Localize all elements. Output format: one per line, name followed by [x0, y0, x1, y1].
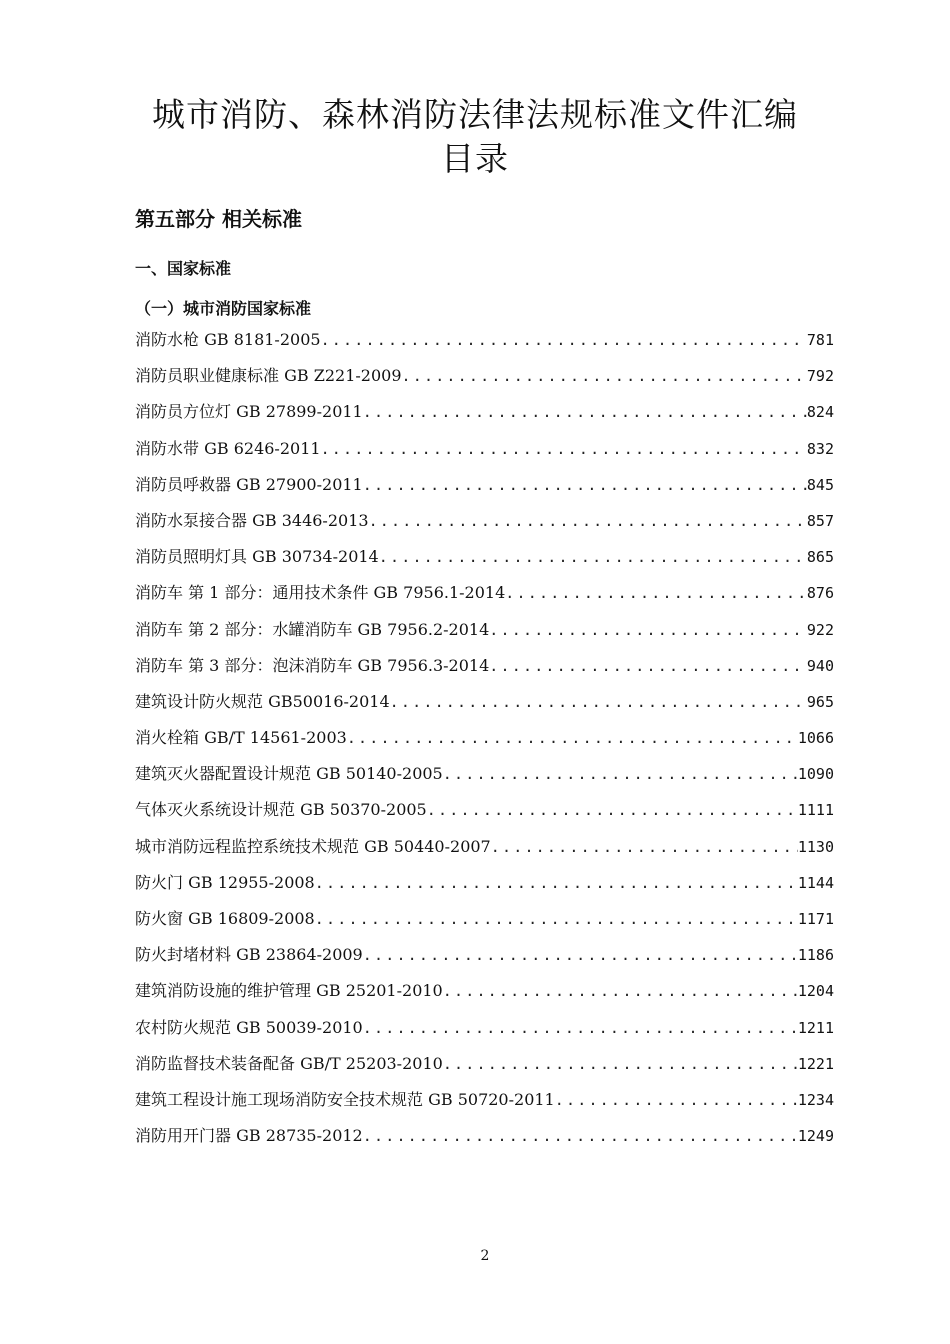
toc-entry[interactable] [135, 907, 834, 943]
toc-entry-page: 1211 [797, 1018, 834, 1037]
toc-entry[interactable] [135, 1088, 834, 1124]
toc-leader-dots [443, 979, 798, 1003]
toc-entry-page: 940 [806, 656, 834, 675]
toc-entry-label: 防火窗 GB 16809-2008 [135, 909, 315, 928]
toc-leader-dots [347, 726, 798, 750]
toc-entry[interactable] [135, 943, 834, 979]
toc-leader-dots [491, 835, 798, 859]
toc-leader-dots [443, 762, 798, 786]
toc-entry-label: 建筑灭火器配置设计规范 GB 50140-2005 [135, 764, 443, 784]
toc-entry-label: 消防车 第 1 部分：通用技术条件 GB 7956.1-2014 [135, 583, 506, 603]
toc-entry-label: 气体灭火系统设计规范 GB 50370-2005 [135, 800, 427, 820]
toc-leader-dots [363, 943, 798, 967]
toc-entry-label: 消防车 第 2 部分：水罐消防车 GB 7956.2-2014 [135, 619, 490, 639]
toc-entry-page: 876 [806, 584, 834, 603]
toc-leader-dots [315, 907, 798, 931]
toc-entry[interactable] [135, 726, 834, 762]
toc-leader-dots [363, 1124, 798, 1148]
toc-entry-label: 建筑工程设计施工现场消防安全技术规范 GB 50720-2011 [135, 1089, 555, 1109]
toc-entry-page: 1234 [797, 1090, 834, 1109]
toc-entry-page: 1204 [797, 982, 834, 1001]
toc-entry[interactable] [135, 618, 834, 654]
toc-leader-dots [363, 473, 807, 497]
toc-entry[interactable] [135, 654, 834, 690]
toc-entry-label: 消防用开门器 GB 28735-2012 [135, 1126, 363, 1146]
toc-entry-page: 1171 [797, 910, 834, 928]
toc-entry-page: 857 [806, 511, 834, 530]
toc-leader-dots [369, 509, 807, 533]
toc-entry[interactable] [135, 400, 834, 436]
toc-entry-page: 792 [806, 367, 834, 386]
table-of-contents [135, 328, 834, 1160]
toc-entry-page: 922 [806, 620, 834, 639]
toc-entry-page: 865 [806, 548, 834, 567]
toc-entry-label: 消防员呼救器 GB 27900-2011 [135, 474, 363, 494]
toc-entry-label: 防火门 GB 12955-2008 [135, 872, 315, 892]
toc-entry-page: 1111 [797, 801, 834, 820]
toc-entry[interactable] [135, 1052, 834, 1088]
toc-entry-label: 消火栓箱 GB/T 14561-2003 [135, 728, 347, 748]
document-subtitle: 目录 [441, 139, 509, 178]
toc-entry-label: 城市消防远程监控系统技术规范 GB 50440-2007 [135, 836, 491, 856]
toc-leader-dots [402, 364, 807, 388]
toc-entry[interactable] [135, 835, 834, 871]
toc-entry-page: 845 [806, 475, 834, 494]
toc-entry-page: 1186 [797, 946, 834, 965]
toc-entry-label: 消防员职业健康标准 GB Z221-2009 [135, 366, 402, 386]
toc-entry-page: 824 [806, 403, 834, 422]
toc-leader-dots [427, 798, 798, 822]
toc-leader-dots [315, 871, 798, 895]
toc-entry[interactable] [135, 509, 834, 545]
toc-entry-page: 1090 [797, 765, 834, 784]
toc-leader-dots [555, 1088, 798, 1112]
toc-entry[interactable] [135, 437, 834, 473]
toc-entry[interactable] [135, 473, 834, 509]
toc-entry[interactable] [135, 690, 834, 726]
toc-leader-dots [321, 437, 807, 461]
part-heading: 第五部分 相关标准 [135, 207, 302, 231]
toc-entry[interactable] [135, 798, 834, 834]
page-number: 2 [480, 1248, 490, 1264]
toc-entry-label: 消防员方位灯 GB 27899-2011 [135, 402, 363, 422]
toc-leader-dots [363, 400, 807, 424]
toc-entry[interactable] [135, 979, 834, 1015]
toc-leader-dots [379, 545, 807, 569]
document-title: 城市消防、森林消防法律法规标准文件汇编 [152, 95, 798, 134]
toc-entry-label: 消防车 第 3 部分：泡沫消防车 GB 7956.3-2014 [135, 655, 490, 675]
toc-entry-page: 1066 [797, 729, 834, 748]
toc-entry-label: 消防水泵接合器 GB 3446-2013 [135, 510, 369, 530]
toc-entry[interactable] [135, 364, 834, 400]
subsection-heading: （一）城市消防国家标准 [135, 299, 312, 318]
toc-leader-dots [505, 581, 807, 605]
toc-entry-page: 1221 [797, 1054, 834, 1073]
toc-entry-label: 农村防火规范 GB 50039-2010 [135, 1017, 363, 1037]
toc-entry-page: 832 [806, 439, 834, 458]
toc-entry-label: 消防员照明灯具 GB 30734-2014 [135, 547, 379, 567]
toc-entry[interactable] [135, 762, 834, 798]
toc-entry-label: 建筑消防设施的维护管理 GB 25201-2010 [135, 981, 443, 1001]
toc-entry-label: 消防水带 GB 6246-2011 [135, 438, 321, 458]
toc-entry-page: 1144 [797, 873, 834, 892]
toc-entry-page: 1130 [797, 837, 834, 856]
toc-entry[interactable] [135, 328, 834, 364]
toc-leader-dots [489, 654, 807, 678]
toc-entry-page: 1249 [797, 1127, 834, 1146]
toc-entry[interactable] [135, 871, 834, 907]
toc-leader-dots [489, 618, 807, 642]
toc-leader-dots [390, 690, 807, 714]
toc-leader-dots [363, 1016, 798, 1040]
toc-leader-dots [443, 1052, 798, 1076]
toc-entry-label: 消防监督技术装备配备 GB/T 25203-2010 [135, 1053, 443, 1073]
toc-entry[interactable] [135, 545, 834, 581]
toc-leader-dots [321, 328, 807, 352]
toc-entry[interactable] [135, 1016, 834, 1052]
toc-entry-label: 建筑设计防火规范 GB50016-2014 [135, 691, 390, 711]
toc-entry[interactable] [135, 1124, 834, 1160]
toc-entry-page: 965 [806, 692, 834, 711]
toc-entry[interactable] [135, 581, 834, 617]
toc-entry-page: 781 [806, 331, 834, 349]
toc-entry-label: 防火封堵材料 GB 23864-2009 [135, 945, 363, 965]
section-heading: 一、国家标准 [135, 259, 232, 278]
toc-entry-label: 消防水枪 GB 8181-2005 [135, 330, 321, 349]
